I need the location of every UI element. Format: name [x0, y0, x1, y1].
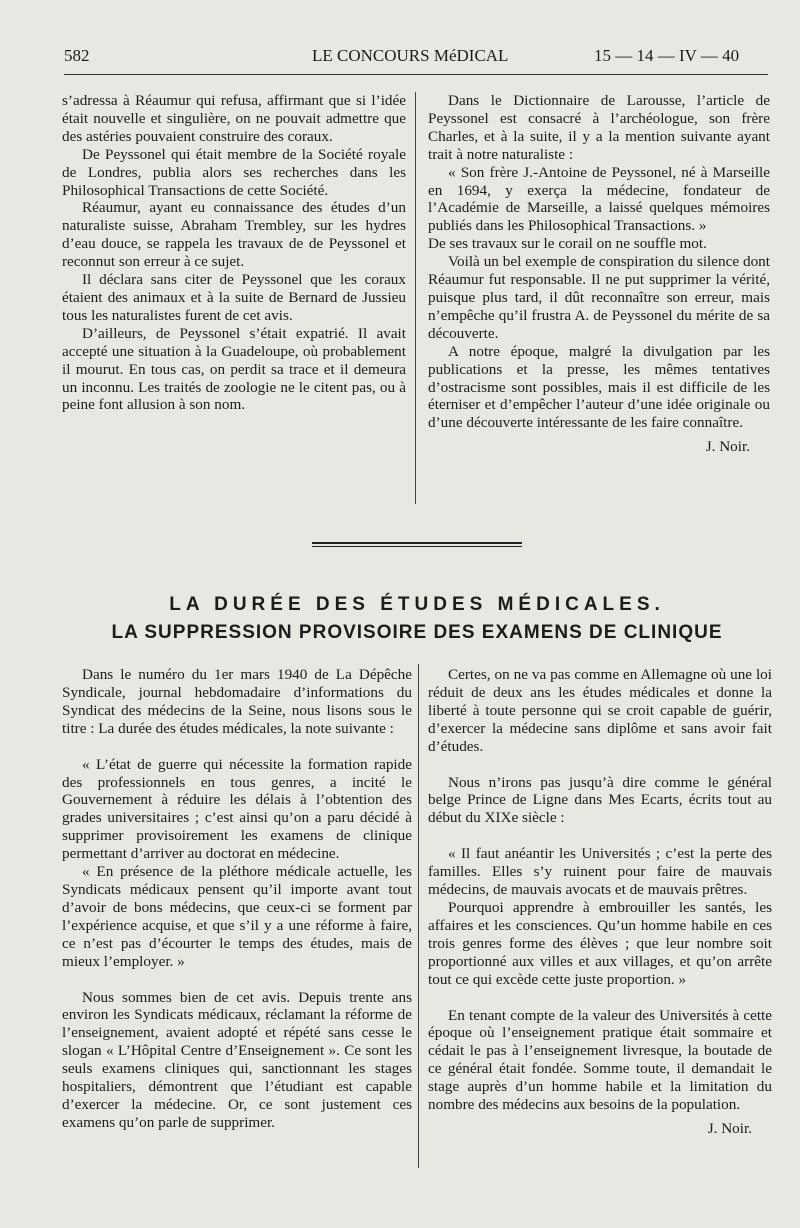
paragraph: Nous sommes bien de cet avis. Depuis trente ans environ les Syndicats médicaux, réclamant la réforme de l’enseignement, avaient adopté et répété sans cesse le slogan « L’Hôpital Centre d’Enseignement ». Ce sont les seuls examens cliniques qui, sanctionnant les stages hospitaliers, démontrent que l’étudiant est capable d’exercer la médecine. Or, ce sont justement ces examens qu’on parle de supprimer. [62, 988, 412, 1131]
author-signature: J. Noir. [707, 1119, 752, 1137]
article-subtitle: LA SUPPRESSION PROVISOIRE DES EXAMENS DE CLINIQUE [111, 622, 723, 643]
paragraph: A notre époque, malgré la divulgation par les publications et la presse, les mêmes tentatives d’ostracisme sont possibles, mais il est difficile de les éterniser et d’empêcher l’auteur d’une idée originale ou d’une découverte intéressante de les faire connaître. [428, 342, 770, 432]
issue-date: 15 — 14 — IV — 40 [594, 46, 740, 65]
paragraph: De ses travaux sur le corail on ne souffle mot. [428, 235, 707, 253]
quotation: « Il faut anéantir les Universités ; c’est la perte des familles. Elles s’y ruinent pour faire de mauvais médecins, de mauvais avocats et de mauvais prêtres. [428, 845, 772, 899]
paragraph: Dans le numéro du 1er mars 1940 de La Dépêche Syndicale, journal hebdomadaire d’informations du Syndicat des médecins de la Seine, nous lisons sous le titre : La durée des études médicales, la note suivante : [62, 666, 412, 737]
paragraph: De Peyssonel qui était membre de la Société royale de Londres, publia alors ses recherches dans les Philosophical Transactions de cette Société. [62, 145, 406, 199]
paragraph: En tenant compte de la valeur des Universités à cette époque où l’enseignement pratique était sommaire et cédait le pas à l’enseignement livresque, la boutade de ce général était fondée. Somme toute, il demandait le stage auprès d’un homme habile et la limitation du nombre des médecins aux besoins de la population. [428, 1006, 772, 1114]
article1-column-right [428, 92, 770, 456]
article2-column-left [62, 666, 412, 1132]
article1-column-left [62, 92, 406, 414]
paragraph: D’ailleurs, de Peyssonel s’était expatrié. Il avait accepté une situation à la Guadeloupe, où probablement il mourut. En tous cas, on perdit sa trace et il demeura un inconnu. Les traités de zoologie ne le citent pas, ou à peine font allusion à son nom. [62, 324, 406, 414]
quotation: « Son frère J.-Antoine de Peyssonel, né à Marseille en 1694, y exerça la médecine, fondateur de l’Académie de Marseille, a laissé quelques mémoires publiés dans les Philosophical Transactions. » [428, 163, 770, 235]
section-separator [312, 542, 522, 544]
article2-column-right [428, 666, 772, 1138]
column-divider [418, 664, 419, 1168]
header-rule [64, 74, 768, 75]
paragraph: Réaumur, ayant eu connaissance des études d’un naturaliste suisse, Abraham Trembley, sur les hydres d’eau douce, se rappela les travaux de de Peyssonel et reconnut son erreur à ce sujet. [62, 199, 406, 271]
paragraph: s’adressa à Réaumur qui refusa, affirmant que si l’idée était nouvelle et singulière, on ne pouvait admettre que des astéries pouvaient construire des coraux. [62, 92, 406, 145]
paragraph: Il déclara sans citer de Peyssonel que les coraux étaient des animaux et à la suite de Bernard de Jussieu tous les naturalistes furent de cet avis. [62, 271, 406, 324]
paragraph: Nous n’irons pas jusqu’à dire comme le général belge Prince de Ligne dans Mes Ecarts, écrits tout au début du XIXe siècle : [428, 773, 772, 827]
column-divider [415, 92, 416, 504]
paragraph: Certes, on ne va pas comme en Allemagne où une loi réduit de deux ans les études médicales et donne la liberté à toute personne qui se croit capable de guérir, d’exercer la médecine sans diplôme et sans avoir fait d’études. [428, 666, 772, 755]
author-signature: J. Noir. [705, 438, 750, 456]
journal-title: LE CONCOURS MéDICAL [312, 46, 509, 65]
paragraph: Dans le Dictionnaire de Larousse, l’article de Peyssonel est consacré à l’archéologue, son frère Charles, et à la suite, il y a la mention suivante ayant trait à notre naturaliste : [428, 92, 770, 163]
article-title: LA DURÉE DES ÉTUDES MÉDICALES. [169, 594, 665, 615]
quotation: « En présence de la pléthore médicale actuelle, les Syndicats médicaux pensent qu’il importe avant tout d’avoir de bons médecins, que ceux-ci se forment par l’expérience acquise, et que s’il y a une réforme à faire, ce n’est pas d’écourter le temps des études, mais de mieux l’employer. » [62, 863, 412, 970]
paragraph: Voilà un bel exemple de conspiration du silence dont Réaumur fut responsable. Il ne put supprimer la vérité, puisque plus tard, il dût reconnaître son erreur, mais n’empêche qu’il frustra A. de Peyssonel du mérite de sa découverte. [428, 253, 770, 342]
quotation: Pourquoi apprendre à embrouiller les santés, les affaires et les consciences. Qu’un homme habile en ces trois genres forme des élèves ; que leur nombre soit proportionné aux villes et aux villages, et qu’on arrête tout ce qui excède cette juste proportion. » [428, 898, 772, 988]
quotation: « L’état de guerre qui nécessite la formation rapide des professionnels en tous genres, a incité le Gouvernement à réduire les délais à l’obtention des grades universitaires ; c’est ainsi qu’on a paru décidé à supprimer provisoirement les examens de clinique permettant d’arriver au doctorat en médecine. [62, 755, 412, 863]
section-separator [312, 546, 522, 547]
page-number: 582 [64, 46, 90, 65]
running-header [0, 46, 800, 70]
